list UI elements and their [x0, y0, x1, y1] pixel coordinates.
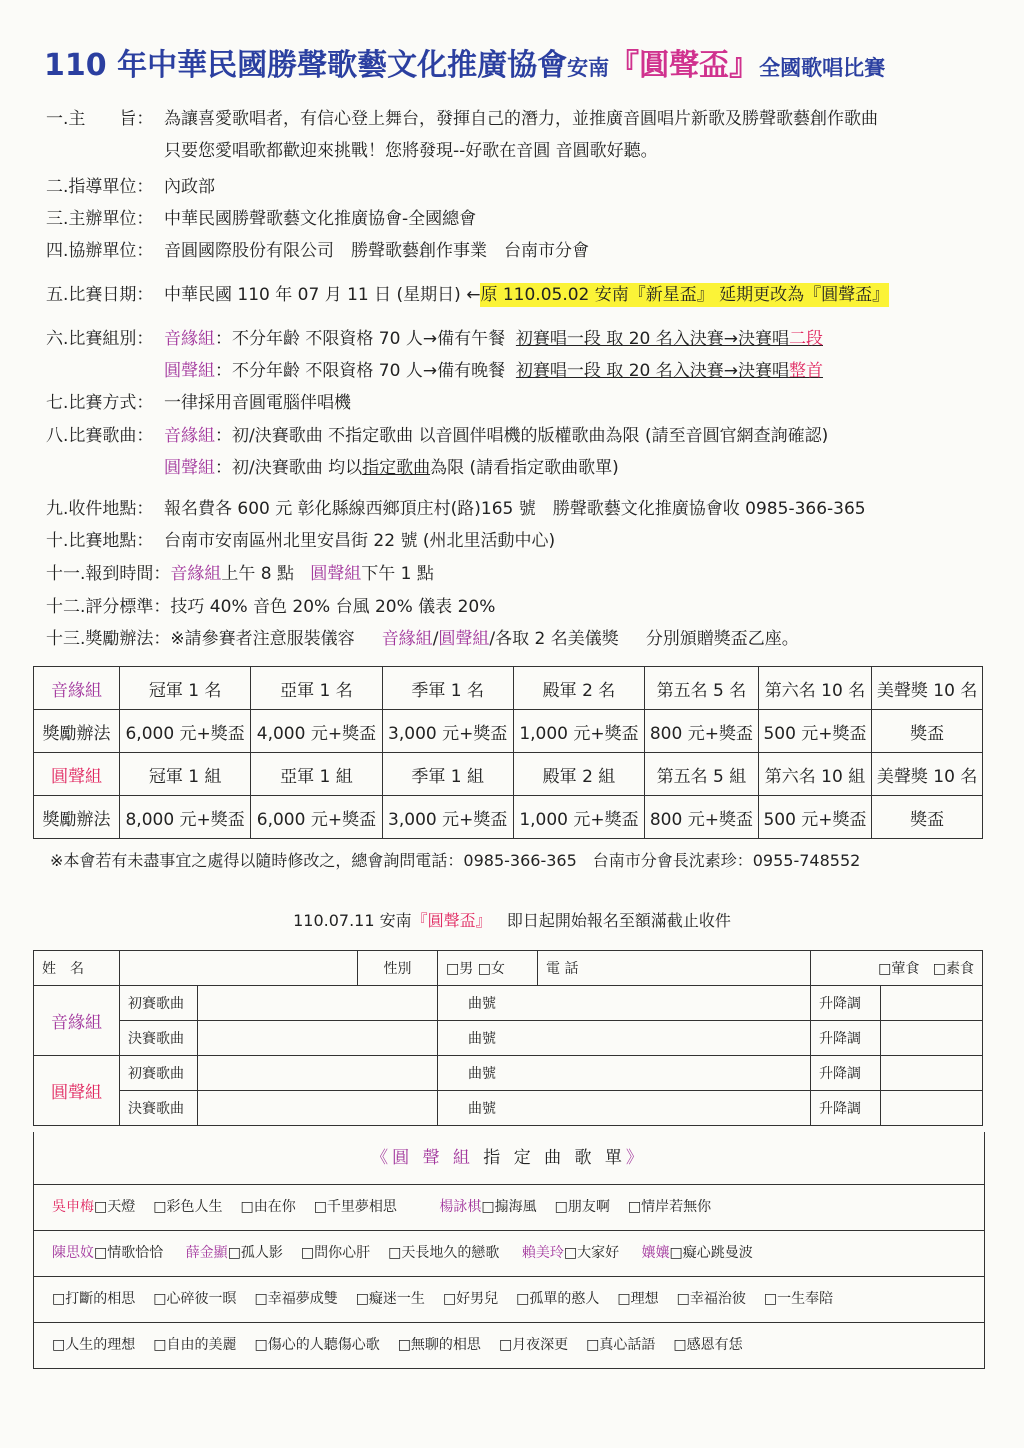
gender-options[interactable]: □男 □女	[438, 951, 538, 986]
rule-songs-1: 八.比賽歌曲： 音緣組：初/決賽歌曲 不指定歌曲 以音圓伴唱機的版權歌曲為限 (請至音圓官網查詢確認)	[46, 426, 829, 446]
rule-venue: 十.比賽地點： 台南市安南區州北里安昌街 22 號 (州北里活動中心)	[46, 531, 556, 551]
title-main: 110 年中華民國勝聲歌藝文化推廣協會	[44, 48, 568, 83]
rule-purpose-line2: 只要您愛唱歌都歡迎來挑戰！您將發現--好歌在音圓 音圓歌好聽。	[164, 141, 658, 161]
song-field[interactable]	[198, 986, 438, 1021]
key-field[interactable]	[881, 1021, 983, 1056]
rule-groups-2: 圓聲組：不分年齡 不限資格 70 人→備有晚餐 初賽唱一段 取 20 名入決賽→決賽唱整首	[164, 361, 823, 381]
rule-award: 十三.獎勵辦法：※請參賽者注意服裝儀容 音緣組/圓聲組/各取 2 名美儀獎 分別頒贈獎盃乙座。	[46, 629, 799, 649]
song-row: □打斷的相思 □心碎彼一暝 □幸福夢成雙 □癡迷一生 □好男兒 □孤單的憨人 □理想 □幸福治彼 □一生奉陪	[34, 1277, 984, 1323]
code-field[interactable]: 曲號	[438, 986, 811, 1021]
rule-apply: 九.收件地點： 報名費各 600 元 彰化縣線西鄉頂庄村(路)165 號 勝聲歌藝文化推廣協會收 0985-366-365	[46, 499, 866, 519]
rule-groups-1: 六.比賽組別： 音緣組：不分年齡 不限資格 70 人→備有午餐 初賽唱一段 取 20 名入決賽→決賽唱二段	[46, 329, 823, 349]
prize-table	[33, 666, 983, 839]
rule-host: 三.主辦單位： 中華民國勝聲歌藝文化推廣協會-全國總會	[46, 209, 477, 229]
rule-method: 七.比賽方式： 一律採用音圓電腦伴唱機	[46, 393, 351, 413]
prize-row-g1: 音緣組 冠軍 1 名 亞軍 1 名 季軍 1 名 殿軍 2 名 第五名 5 名 第六名 10 名 美聲獎 10 名	[34, 667, 983, 710]
code-field[interactable]: 曲號	[438, 1091, 811, 1126]
key-field[interactable]	[881, 986, 983, 1021]
rule-songs-2: 圓聲組：初/決賽歌曲 均以指定歌曲為限 (請看指定歌曲歌單)	[164, 458, 619, 478]
title-cup: 『圓聲盃』	[609, 48, 760, 83]
form-row-g1-prelim: 音緣組 初賽歌曲 曲號 升降調	[34, 986, 983, 1021]
prize-row-g2: 圓聲組 冠軍 1 組 亞軍 1 組 季軍 1 組 殿軍 2 組 第五名 5 組 第六名 10 組 美聲獎 10 名	[34, 753, 983, 796]
rule-guide: 二.指導單位： 內政部	[46, 177, 215, 197]
title-suffix: 全國歌唱比賽	[759, 56, 886, 80]
song-field[interactable]	[198, 1021, 438, 1056]
phone-cell[interactable]: 電 話	[538, 951, 811, 986]
form-row-g1-final: 決賽歌曲 曲號 升降調	[34, 1021, 983, 1056]
note: ※本會若有未盡事宜之處得以隨時修改之，總會詢問電話：0985-366-365 台南市分會長沈素珍：0955-748552	[50, 851, 861, 870]
code-field[interactable]: 曲號	[438, 1021, 811, 1056]
song-field[interactable]	[198, 1091, 438, 1126]
song-field[interactable]	[198, 1056, 438, 1091]
page-title	[44, 40, 885, 84]
form-title: 110.07.11 安南『圓聲盃』 即日起開始報名至額滿截止收件	[293, 911, 731, 930]
rule-purpose: 一.主 旨： 為讓喜愛歌唱者，有信心登上舞台，發揮自己的潛力，並推廣音圓唱片新歌及勝聲歌藝創作歌曲	[46, 109, 878, 129]
song-list	[33, 1132, 985, 1369]
meal-options[interactable]: □葷食 □素食	[811, 951, 983, 986]
form-row-g2-prelim: 圓聲組 初賽歌曲 曲號 升降調	[34, 1056, 983, 1091]
song-row: 陳思妏□情歌恰恰 薛金顯□孤人影 □問你心肝 □天長地久的戀歌 賴美玲□大家好 孃孃□癡心跳曼波	[34, 1231, 984, 1277]
prize-row-g1-reward: 獎勵辦法 6,000 元+獎盃 4,000 元+獎盃 3,000 元+獎盃 1,000 元+獎盃 800 元+獎盃 500 元+獎盃 獎盃	[34, 710, 983, 753]
registration-form	[33, 950, 983, 1126]
rule-date: 五.比賽日期： 中華民國 110 年 07 月 11 日 (星期日) ←原 110.05.02 安南『新星盃』 延期更改為『圓聲盃』	[46, 285, 890, 305]
song-row: □人生的理想 □自由的美麗 □傷心的人聽傷心歌 □無聊的相思 □月夜深更 □真心話語 □感恩有恁	[52, 1337, 743, 1353]
code-field[interactable]: 曲號	[438, 1056, 811, 1091]
prize-row-g2-reward: 獎勵辦法 8,000 元+獎盃 6,000 元+獎盃 3,000 元+獎盃 1,000 元+獎盃 800 元+獎盃 500 元+獎盃 獎盃	[34, 796, 983, 839]
rule-score: 十二.評分標準：技巧 40% 音色 20% 台風 20% 儀表 20%	[46, 597, 496, 617]
form-row-g2-final: 決賽歌曲 曲號 升降調	[34, 1091, 983, 1126]
song-row: 吳申梅□天燈 □彩色人生 □由在你 □千里夢相思 楊詠棋□搧海風 □朋友啊 □情岸若無你	[34, 1185, 984, 1231]
title-place: 安南	[567, 56, 610, 80]
key-field[interactable]	[881, 1056, 983, 1091]
song-list-title: 《圓 聲 組 指 定 曲 歌 單》	[34, 1132, 984, 1185]
rule-co: 四.協辦單位： 音圓國際股份有限公司 勝聲歌藝創作事業 台南市分會	[46, 241, 589, 261]
name-field[interactable]	[120, 951, 358, 986]
rule-checkin: 十一.報到時間：音緣組上午 8 點 圓聲組下午 1 點	[46, 564, 434, 584]
key-field[interactable]	[881, 1091, 983, 1126]
form-row-name: 姓 名 性別 □男 □女 電 話 □葷食 □素食	[34, 951, 983, 986]
date-highlight: 原 110.05.02 安南『新星盃』 延期更改為『圓聲盃』	[480, 285, 890, 305]
